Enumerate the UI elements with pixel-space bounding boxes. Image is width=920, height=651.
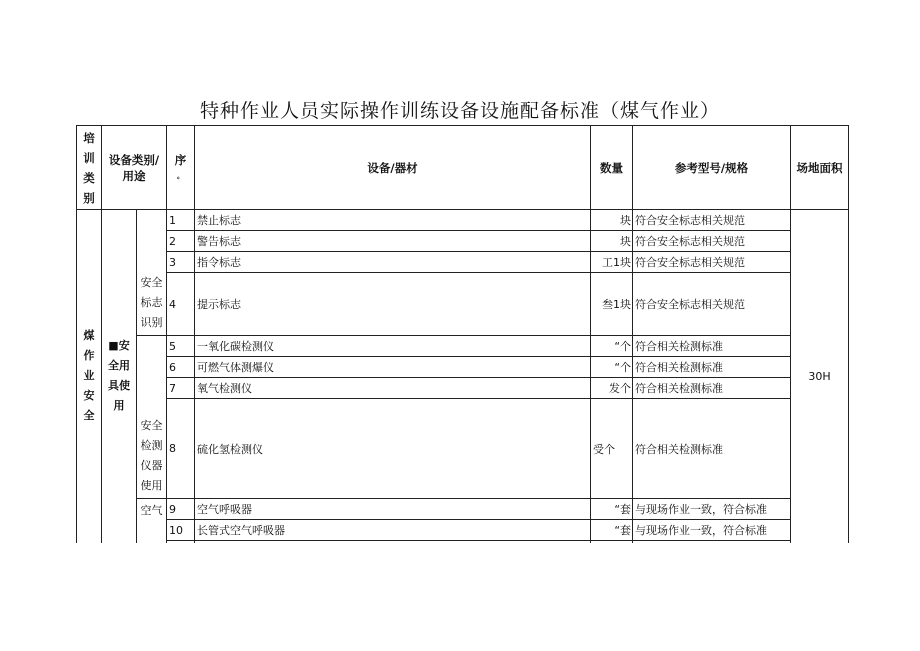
header-training-category: 培训类别 (77, 126, 102, 210)
row-equipment-name: 警告标志 (195, 231, 591, 252)
row-quantity: 块 (591, 231, 633, 252)
row-spec: 符合相关检测标准 (633, 399, 791, 499)
row-quantity: 工1块 (591, 252, 633, 273)
cutoff-cell (167, 541, 195, 543)
row-number: 1 (167, 210, 195, 231)
row-number: 4 (167, 273, 195, 336)
header-site-area: 场地面积 (791, 126, 849, 210)
cutoff-cell (195, 541, 591, 543)
site-area-cell: 30H (791, 210, 849, 543)
row-equipment-name: 可燃气体测爆仪 (195, 357, 591, 378)
row-spec: 符合安全标志相关规范 (633, 210, 791, 231)
row-spec: 符合安全标志相关规范 (633, 252, 791, 273)
row-quantity: 发个 (591, 378, 633, 399)
header-seq-label: 序 (174, 152, 187, 167)
row-spec: 符合安全标志相关规范 (633, 273, 791, 336)
row-spec: 符合相关检测标准 (633, 357, 791, 378)
row-equipment-name: 长管式空气呼吸器 (195, 520, 591, 541)
table-row (77, 378, 849, 399)
row-number: 7 (167, 378, 195, 399)
header-seq (167, 126, 195, 210)
training-type-cell: 煤作业安全 (77, 210, 102, 543)
table-row-cutoff (77, 541, 849, 543)
row-quantity: “套 (591, 499, 633, 520)
row-quantity: “个 (591, 357, 633, 378)
row-equipment-name: 硫化氢检测仪 (195, 399, 591, 499)
row-quantity: “套 (591, 520, 633, 541)
row-number: 3 (167, 252, 195, 273)
cutoff-cell (591, 541, 633, 543)
header-reference-model: 参考型号/规格 (633, 126, 791, 210)
row-number: 10 (167, 520, 195, 541)
table-row (77, 357, 849, 378)
row-equipment-name: 氧气检测仪 (195, 378, 591, 399)
row-spec: 符合安全标志相关规范 (633, 231, 791, 252)
row-spec: 与现场作业一致，符合标准 (633, 520, 791, 541)
table-row (77, 231, 849, 252)
table-row (77, 273, 849, 336)
table-row (77, 520, 849, 541)
page-title: 特种作业人员实际操作训练设备设施配备标准（煤气作业） (199, 100, 720, 122)
row-equipment-name: 空气呼吸器 (195, 499, 591, 520)
header-seq-mark: 。 (177, 171, 185, 180)
row-equipment-name: 指令标志 (195, 252, 591, 273)
table-row (77, 399, 849, 499)
header-equipment: 设备/器材 (195, 126, 591, 210)
row-spec: 符合相关检测标准 (633, 336, 791, 357)
row-number: 5 (167, 336, 195, 357)
row-equipment-name: 一氧化碳检测仪 (195, 336, 591, 357)
equipment-table (76, 125, 849, 543)
table-row (77, 499, 849, 520)
table-row (77, 210, 849, 231)
group-main-cell: ■安全用具使用 (102, 210, 137, 543)
row-number: 6 (167, 357, 195, 378)
table-row (77, 252, 849, 273)
subgroup-signs-cell: 安全标志识别 (137, 210, 167, 336)
row-number: 9 (167, 499, 195, 520)
row-spec: 与现场作业一致，符合标准 (633, 499, 791, 520)
row-equipment-name: 禁止标志 (195, 210, 591, 231)
cutoff-cell (633, 541, 791, 543)
row-quantity: 叁1块 (591, 273, 633, 336)
row-quantity: “个 (591, 336, 633, 357)
header-quantity: 数量 (591, 126, 633, 210)
row-number: 8 (167, 399, 195, 499)
subgroup-detection-cell: 安全检测仪器使用 (137, 336, 167, 499)
table-row (77, 336, 849, 357)
row-quantity: 受个 (591, 399, 633, 499)
row-equipment-name: 提示标志 (195, 273, 591, 336)
subgroup-air-cell: 空气 (137, 499, 167, 543)
row-spec: 符合相关检测标准 (633, 378, 791, 399)
header-equipment-category: 设备类别/用途 (102, 126, 167, 210)
row-quantity: 块 (591, 210, 633, 231)
row-number: 2 (167, 231, 195, 252)
table-header-row (77, 126, 849, 210)
